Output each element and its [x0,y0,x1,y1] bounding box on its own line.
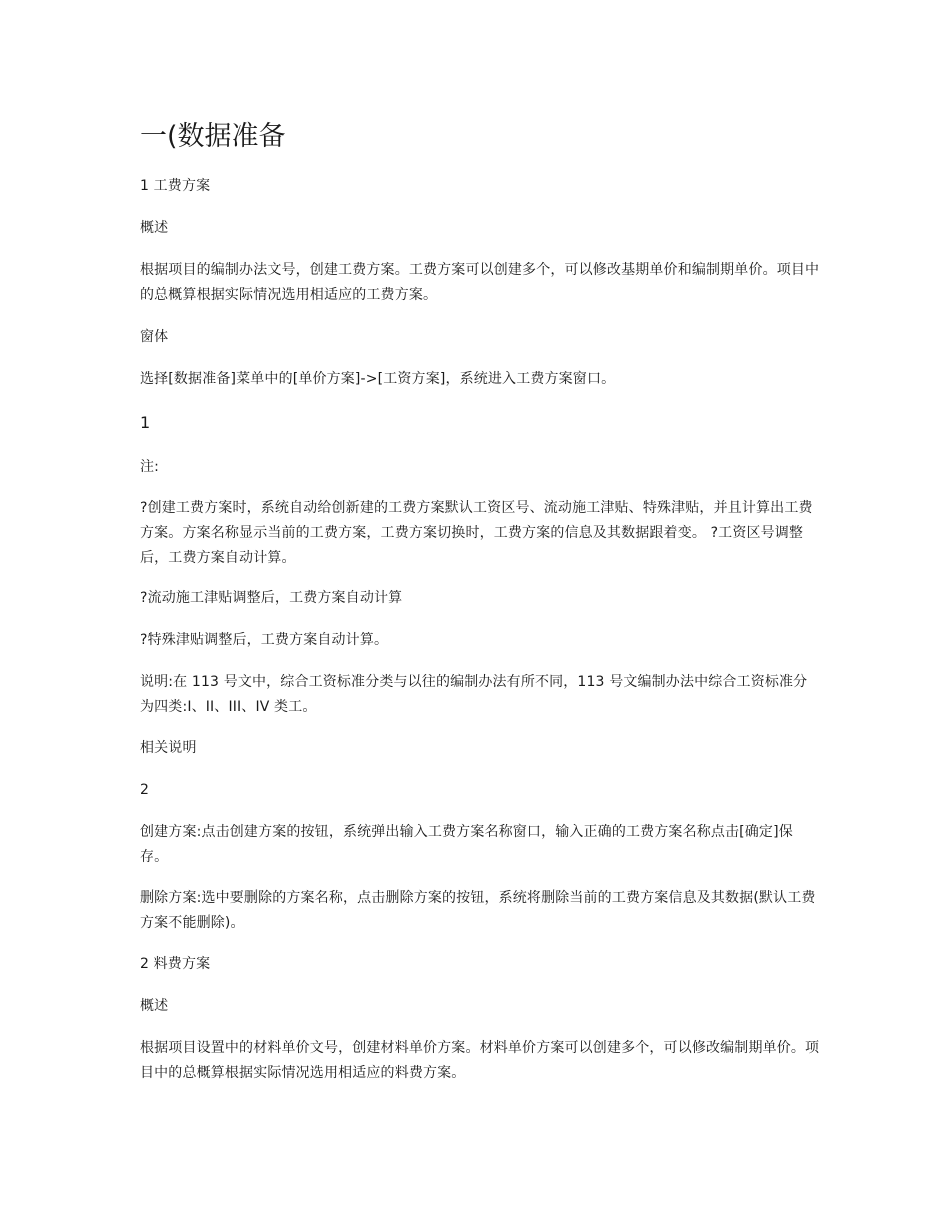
note-label: 注: [140,459,160,475]
paragraph: 根据项目的编制办法文号，创建工费方案。工费方案可以创建多个，可以修改基期单价和编制期单价。项目中的总概算根据实际情况选用相适应的工费方案。 [140,262,820,303]
figure-number: 1 [140,413,151,432]
subheading: 相关说明 [140,740,197,756]
subheading: 概述 [140,220,169,236]
paragraph: 创建方案:点击创建方案的按钮，系统弹出输入工费方案名称窗口，输入正确的工费方案名称点击[确定]保存。 [140,824,793,865]
subheading: 概述 [140,998,169,1014]
paragraph: 删除方案:选中要删除的方案名称，点击删除方案的按钮，系统将删除当前的工费方案信息及其数据(默认工费方案不能删除)。 [140,890,816,931]
paragraph: 说明:在 113 号文中，综合工资标准分类与以往的编制办法有所不同，113 号文编制办法中综合工资标准分为四类:I、II、III、IV 类工。 [140,674,808,715]
figure-number: 2 [140,782,150,798]
paragraph: ?创建工费方案时，系统自动给创新建的工费方案默认工资区号、流动施工津贴、特殊津贴，并且计算出工费方案。方案名称显示当前的工费方案，工费方案切换时，工费方案的信息及其数据跟着变。 ?工资区号调整后，工费方案自动计算。 [140,500,813,566]
section-heading: 1 工费方案 [140,178,211,194]
subheading: 窗体 [140,329,169,345]
paragraph: 根据项目设置中的材料单价文号，创建材料单价方案。材料单价方案可以创建多个，可以修改编制期单价。项目中的总概算根据实际情况选用相适应的料费方案。 [140,1040,820,1081]
paragraph: ?流动施工津贴调整后，工费方案自动计算 [140,590,403,606]
paragraph: 选择[数据准备]菜单中的[单价方案]->[工资方案]，系统进入工费方案窗口。 [140,371,616,387]
document-title: 一(数据准备 [140,121,286,152]
paragraph: ?特殊津贴调整后，工费方案自动计算。 [140,632,389,648]
section-heading: 2 料费方案 [140,956,211,972]
